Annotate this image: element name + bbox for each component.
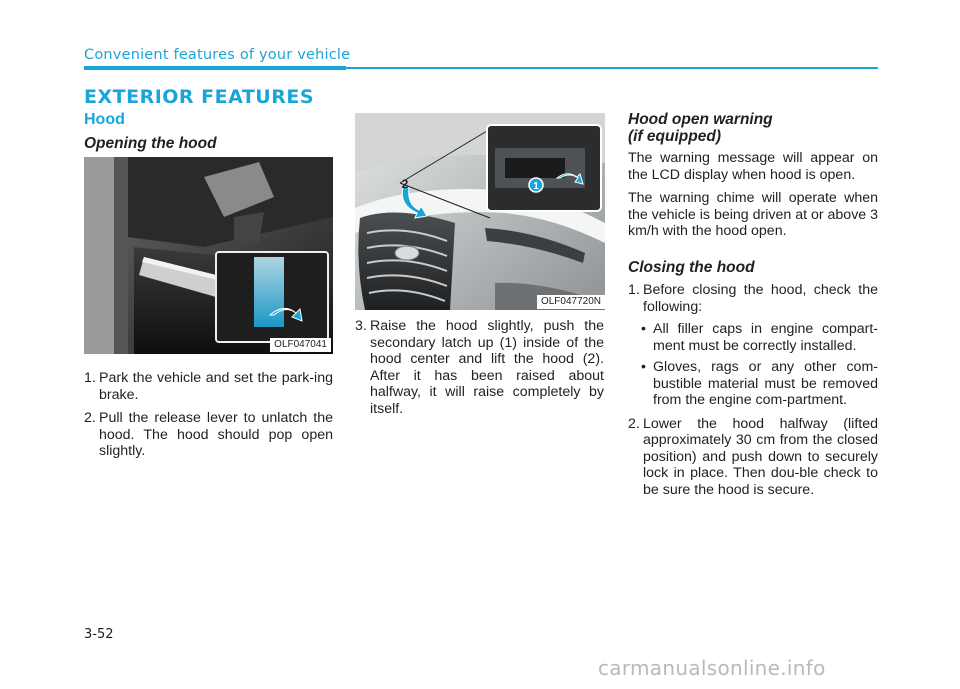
step-2 — [84, 410, 333, 460]
warning-paragraph: The warning chime will operate when the vehicle is being driven at or above 3 km/h with the hood open. — [628, 190, 879, 239]
section-title: EXTERIOR FEATURES — [84, 86, 315, 108]
hood-latch-illustration — [355, 113, 605, 310]
bullet-item — [628, 321, 878, 354]
step-number: 1. — [628, 282, 640, 298]
closing-step-1 — [628, 282, 878, 409]
step-text: Raise the hood slightly, push the secondary latch up (1) inside of the hood center and lift the hood (2). After it has been raised about halfway, it will raise completely by itself. — [370, 318, 604, 417]
step-number: 2. — [84, 410, 96, 426]
heading-closing-hood: Closing the hood — [628, 259, 755, 276]
step-1 — [84, 370, 333, 403]
figure-code: OLF047720N — [537, 295, 605, 309]
figure-code: OLF047041 — [270, 338, 331, 352]
bullet-item — [628, 359, 878, 409]
callout-1: 1 — [533, 181, 539, 192]
heading-hood-open-warning: Hood open warning — [628, 111, 773, 128]
header-rule-thick — [84, 66, 346, 70]
step-number: 1. — [84, 370, 96, 386]
header-rule-thin — [346, 67, 878, 69]
bullet-dot: • — [641, 321, 646, 337]
column-1-text — [84, 370, 333, 467]
running-header: Convenient features of your vehicle — [84, 47, 351, 63]
subsection-title: Hood — [84, 111, 125, 128]
column-2-text — [355, 318, 604, 424]
heading-if-equipped: (if equipped) — [628, 128, 721, 145]
closing-step-2 — [628, 416, 878, 499]
figure-secondary-latch — [355, 113, 605, 310]
callout-2: 2 — [401, 177, 409, 191]
figure-release-lever — [84, 157, 333, 354]
closing-steps — [628, 282, 878, 505]
step-number: 2. — [628, 415, 640, 432]
step-3 — [355, 318, 604, 417]
page-number: 3-52 — [84, 627, 114, 642]
warning-paragraph: The warning message will appear on the LCD display when hood is open. — [628, 150, 878, 183]
step-text: Pull the release lever to unlatch the hood. The hood should pop open slightly. — [99, 410, 333, 459]
warning-text — [628, 150, 878, 247]
bullet-text: All filler caps in engine compart-ment must be correctly installed. — [653, 321, 878, 354]
release-lever-illustration — [84, 157, 333, 354]
heading-opening-hood: Opening the hood — [84, 135, 217, 152]
step-text: Lower the hood halfway (lifted approximately 30 cm from the closed position) and push down to securely lock in place. Then dou-ble check to be sure the hood is secure. — [643, 415, 878, 498]
bullet-dot: • — [641, 359, 646, 375]
watermark: carmanualsonline.info — [598, 656, 826, 680]
bullet-text: Gloves, rags or any other com-bustible material must be removed from the engine com-partment. — [653, 359, 878, 408]
step-number: 3. — [355, 318, 367, 334]
step-text: Before closing the hood, check the following: — [643, 282, 878, 315]
step-text: Park the vehicle and set the park-ing brake. — [99, 370, 333, 403]
